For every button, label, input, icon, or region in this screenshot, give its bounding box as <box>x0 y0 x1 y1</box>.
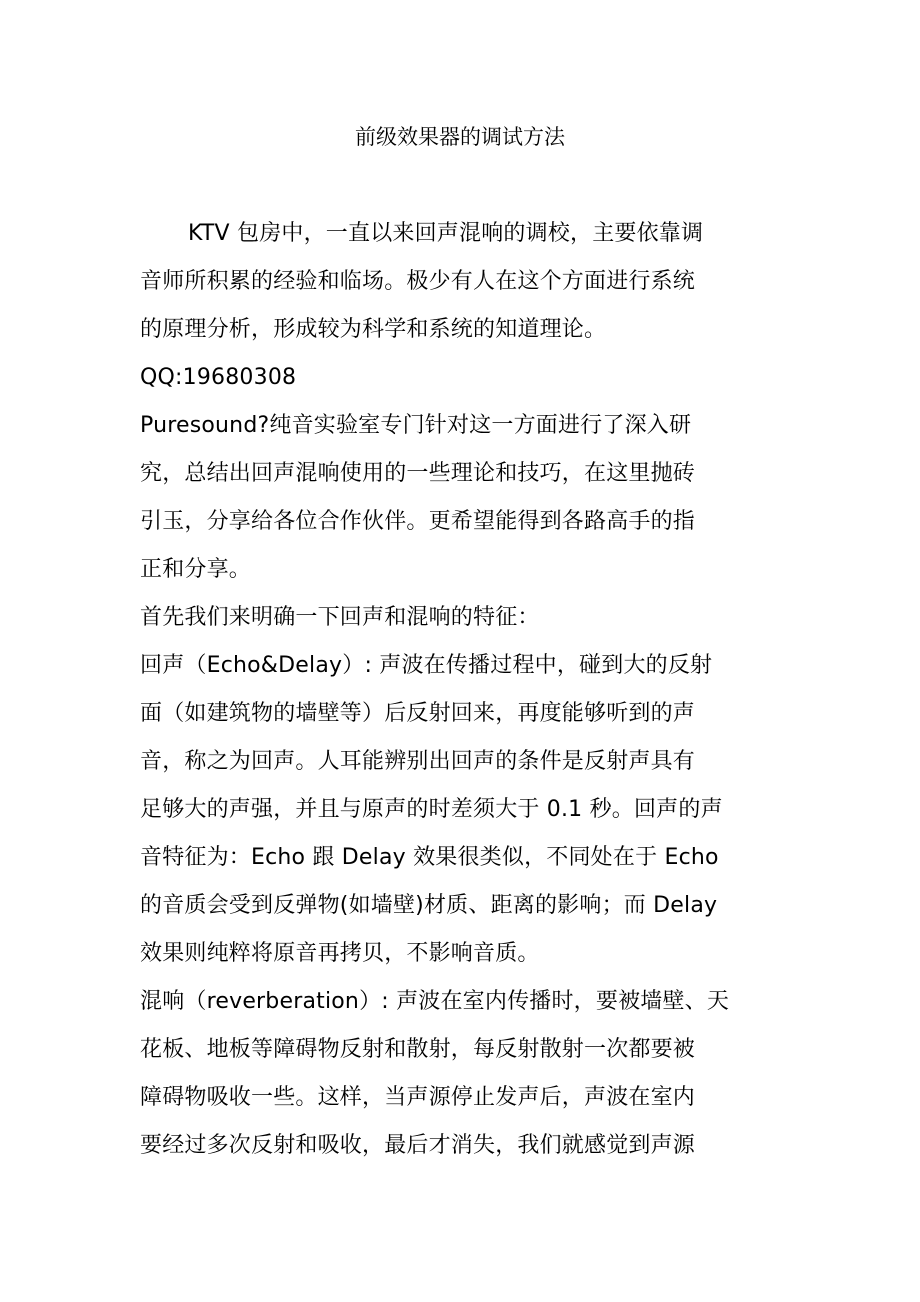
paragraph-line: 音，称之为回声。人耳能辨别出回声的条件是反射声具有 <box>140 749 696 774</box>
paragraph-line: 障碍物吸收一些。这样，当声源停止发声后，声波在室内 <box>140 1085 696 1110</box>
paragraph-line: 音师所积累的经验和临场。极少有人在这个方面进行系统 <box>140 269 696 294</box>
paragraph-line: 要经过多次反射和吸收，最后才消失，我们就感觉到声源 <box>140 1133 696 1158</box>
paragraph-line: 音特征为：Echo 跟 Delay 效果很类似，不同处在于 Echo <box>140 845 719 870</box>
paragraph-line: 回声（Echo&Delay）: 声波在传播过程中，碰到大的反射 <box>140 653 713 678</box>
paragraph-line: 面（如建筑物的墙壁等）后反射回来，再度能够听到的声 <box>140 701 696 726</box>
paragraph-line: 正和分享。 <box>140 557 252 582</box>
paragraph-line: 混响（reverberation）: 声波在室内传播时，要被墙壁、天 <box>140 989 730 1014</box>
paragraph-line: 花板、地板等障碍物反射和散射，每反射散射一次都要被 <box>140 1037 696 1062</box>
paragraph-line: 效果则纯粹将原音再拷贝，不影响音质。 <box>140 941 540 966</box>
paragraph-line: QQ:19680308 <box>140 365 297 390</box>
document-title: 前级效果器的调试方法 <box>355 125 565 149</box>
paragraph-line: 首先我们来明确一下回声和混响的特征： <box>140 605 540 630</box>
paragraph-line: Puresound?纯音实验室专门针对这一方面进行了深入研 <box>140 413 692 438</box>
paragraph-line: 究，总结出回声混响使用的一些理论和技巧，在这里抛砖 <box>140 461 696 486</box>
paragraph-line: 引玉，分享给各位合作伙伴。更希望能得到各路高手的指 <box>140 509 696 534</box>
paragraph-line: 的音质会受到反弹物(如墙壁)材质、距离的影响；而 Delay <box>140 893 718 918</box>
paragraph-line: 足够大的声强，并且与原声的时差须大于 0.1 秒。回声的声 <box>140 797 723 822</box>
paragraph-line: KTV 包房中，一直以来回声混响的调校，主要依靠调 <box>188 221 704 246</box>
paragraph-line: 的原理分析，形成较为科学和系统的知道理论。 <box>140 317 607 342</box>
